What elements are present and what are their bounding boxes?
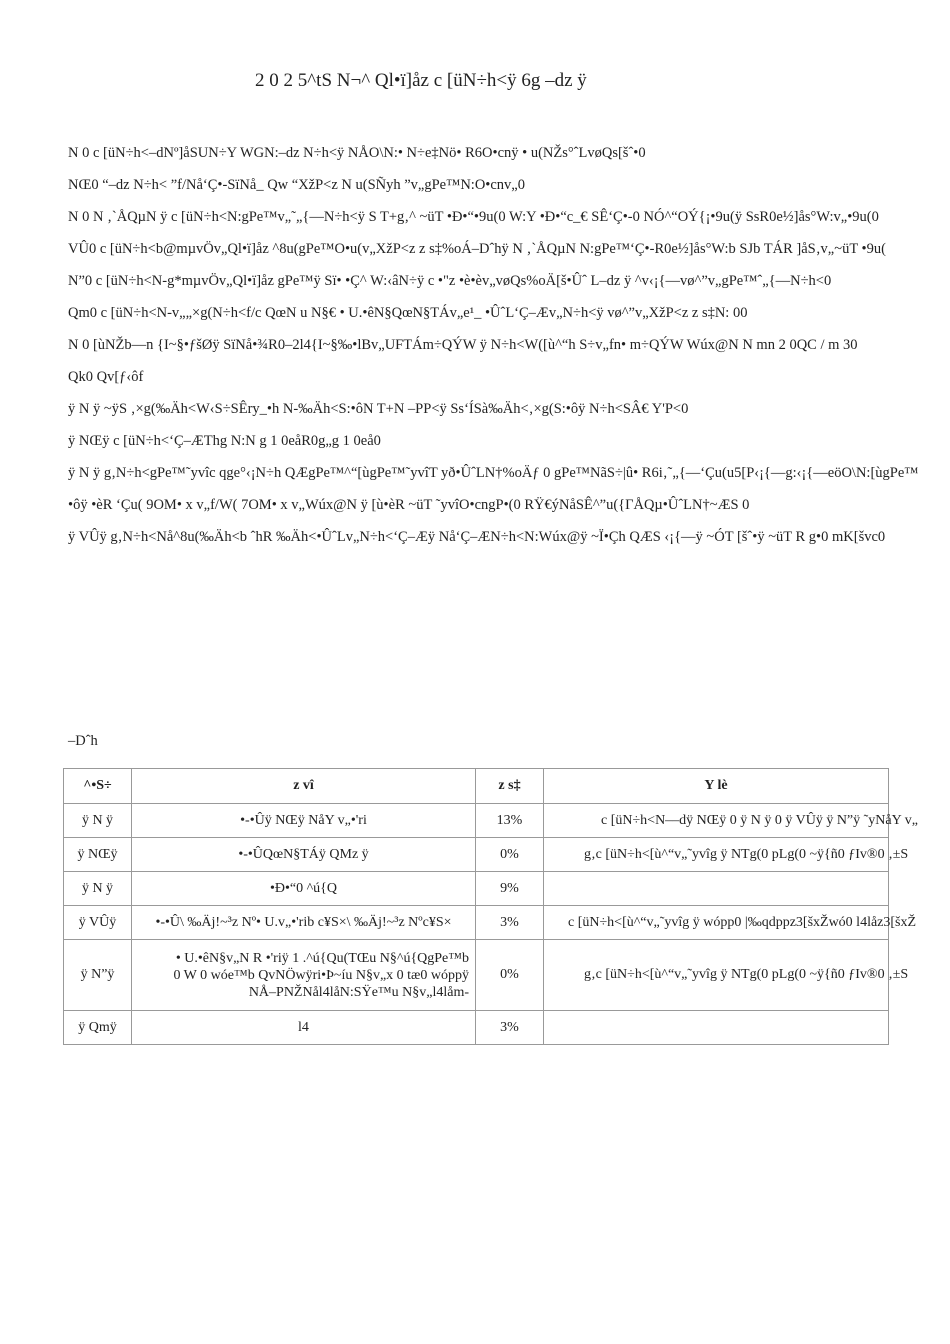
table-row xyxy=(64,906,889,940)
row-item: l4 xyxy=(132,1011,476,1045)
paragraph-11: ÿ N ÿ g‚N÷h<gPe™˜yvîc qge°‹¡N÷h QÆgPe™^“[ùgPe™˜yvîT yð•ÛˆLN†%oÄƒ 0 gPe™NãS÷|û• R6i‚˜„{—‘Çu(u5[P‹¡{—g:‹¡{—eöO\N:[ùgPe™ xyxy=(68,465,919,481)
row-note: c [üN÷h<N––dÿ NŒÿ 0 ÿ N ÿ 0 ÿ VÛÿ ÿ N”ÿ ˜yNåY v„ xyxy=(544,804,889,838)
table-row xyxy=(64,940,889,1011)
table-row xyxy=(64,838,889,872)
row-note xyxy=(544,1011,889,1045)
table-row xyxy=(64,872,889,906)
paragraph-4: VÛ0 c [üN÷h<b@mµvÖv„Ql•ï]åz ^8u(gPe™O•u(v„XžP<z z s‡%oÁ–Dˆhÿ N ‚`ÅQµN N:gPe™‘Ç•-R0e½]ås°W:b SJb TÁR ]åS‚v„~üT •9u( xyxy=(68,241,886,257)
row-rate: 13% xyxy=(476,804,544,838)
table-row xyxy=(64,804,889,838)
table-header-note: Y lè xyxy=(544,769,889,804)
table-header-no: ^•S÷ xyxy=(64,769,132,804)
row-item-line: • U.•êN§v„N R •'riÿ 1 .^ú{Qu(TŒu N§^ú{QgPe™b xyxy=(175,950,469,966)
row-note: c [üN÷h<[ù^“v„˜yvîg ÿ wópp0 |‰qdppz3[šxŽwó0 l4låz3[šxŽ xyxy=(544,906,889,940)
row-note xyxy=(544,872,889,906)
row-number: ÿ N ÿ xyxy=(64,804,132,838)
row-number: ÿ NŒÿ xyxy=(64,838,132,872)
document-title: 2 0 2 5^tS N¬^ Ql•ï]åz c [üN÷h<ÿ 6g –dz ÿ xyxy=(255,70,587,91)
row-item: •-•Ûÿ NŒÿ NåY v„•'ri xyxy=(132,804,476,838)
paragraph-7: N 0 [ùNŽb—n {I~§•ƒšØÿ SïNå•¾R0–2l4{I~§‰•lBv„UFTÁm÷QÝW ÿ N÷h<W([ù^“h S÷v„fn• m÷QÝW Wúx@N N mn 2 0QC / m 30 xyxy=(68,337,858,353)
row-rate: 9% xyxy=(476,872,544,906)
table-header-rate: z s‡ xyxy=(476,769,544,804)
row-rate: 0% xyxy=(476,940,544,1011)
row-rate: 0% xyxy=(476,838,544,872)
paragraph-12: •ôÿ •èR ‘Çu( 9OM• x v„f/W( 7OM• x v„Wúx@N ÿ [ù•èR ~üT ˜yvîO•cngP•(0 RŸ€ýNåSÊ^”u({ΓÅQµ•ÛˆLN†~ÆS 0 xyxy=(68,497,750,513)
paragraph-9: ÿ N ÿ ~ÿS ‚×g(‰Äh<W‹S÷SÊry_•h N-‰Äh<S:•ôN T+N –PP<ÿ Ss‘ÍSà‰Äh<‚×g(S:•ôÿ N÷h<SÂ€ Y'P<0 xyxy=(68,401,689,417)
row-item-line: 0 W 0 wóe™b QvNÖwÿri•Þ~íu N§v„x 0 tæ0 wóppÿ xyxy=(173,967,469,983)
row-item: •-•ÛQœN§TÁÿ QMz ÿ xyxy=(132,838,476,872)
table-header-row xyxy=(64,769,889,804)
paragraph-6: Qm0 c [üN÷h<N-v„„×g(N÷h<f/c QœN u N§€ • U.•êN§QœN§TÁv„e¹_ •ÛˆL‘Ç–Æv„N÷h<ÿ vø^”v„XžP<z z s‡N: 00 xyxy=(68,305,748,321)
paragraph-8: Qk0 Qv[ƒ‹ôf xyxy=(68,369,144,385)
paragraph-10: ÿ NŒÿ c [üN÷h<‘Ç–ÆThg N:N g 1 0eåR0g„g 1 0eå0 xyxy=(68,433,381,449)
row-note: g‚c [üN÷h<[ù^“v„˜yvîg ÿ NTg(0 pLg(0 ~ÿ{ñ0 ƒIv®0 ‚±S xyxy=(544,838,889,872)
row-number: ÿ VÛÿ xyxy=(64,906,132,940)
paragraph-5: N”0 c [üN÷h<N-g*mµvÖv„Ql•ï]åz gPe™ÿ Sï• •Ç^ W:‹âN÷ÿ c •"z •è•èv„vøQs%oÄ[š•Ûˆ L–dz ÿ ^v‹¡{—vø^”v„gPe™ˆ„{—N÷h<0 xyxy=(68,273,832,289)
rate-table xyxy=(63,768,918,1045)
row-number: ÿ N”ÿ xyxy=(64,940,132,1011)
paragraph-1: N 0 c [üN÷h<–dNº]åSUN÷Y WGN:–dz N÷h<ÿ NÅO\N:• N÷e‡Nö• R6O•cnÿ • u(NŽs°ˆLvøQs[šˆ•0 xyxy=(68,145,646,161)
row-number: ÿ N ÿ xyxy=(64,872,132,906)
row-rate: 3% xyxy=(476,906,544,940)
table-header-item: z vî xyxy=(132,769,476,804)
paragraph-3: N 0 N ‚`ÅQµN ÿ c [üN÷h<N:gPe™v„˜„{—N÷h<ÿ S T+g‚^ ~üT •Ð•“•9u(0 W:Y •Ð•“c_€ SÊ‘Ç•-0 NÓ^“OÝ{¡•9u(ÿ SsR0e½]ås°W:v„•9u(0 xyxy=(68,209,879,225)
paragraph-2: NŒ0 “–dz N÷h< ”f/Nå‘Ç•-SïNå_ Qw “XžP<z N u(SÑyh ”v„gPe™N:O•cnv„0 xyxy=(68,177,525,193)
row-number: ÿ Qmÿ xyxy=(64,1011,132,1045)
row-item-multiline xyxy=(132,940,476,1011)
row-item: •-•Û\ ‰Äj!~³z Nº• U.v„•'rib c¥S×\ ‰Äj!~³z Nºc¥S× xyxy=(132,906,476,940)
row-item: •Ð•“0 ^ú{Q xyxy=(132,872,476,906)
section-label: –Dˆh xyxy=(68,733,98,749)
paragraph-13: ÿ VÛÿ g‚N÷h<Nå^8u(‰Äh<b ˆhR ‰Äh<•ÛˆLv„N÷h<‘Ç–Æÿ Nå‘Ç–ÆN÷h<N:Wúx@ÿ ~Ï•Çh QÆS ‹¡{—ÿ ~ÓT [šˆ•ÿ ~üT R g•0 mK[švc0 xyxy=(68,529,886,545)
row-note: g‚c [üN÷h<[ù^“v„˜yvîg ÿ NTg(0 pLg(0 ~ÿ{ñ0 ƒIv®0 ‚±S xyxy=(544,940,889,1011)
row-rate: 3% xyxy=(476,1011,544,1045)
row-item-line: NÅ–PNŽNål4låN:SŸe™u N§v„l4låm- xyxy=(248,984,469,1000)
table-row xyxy=(64,1011,889,1045)
